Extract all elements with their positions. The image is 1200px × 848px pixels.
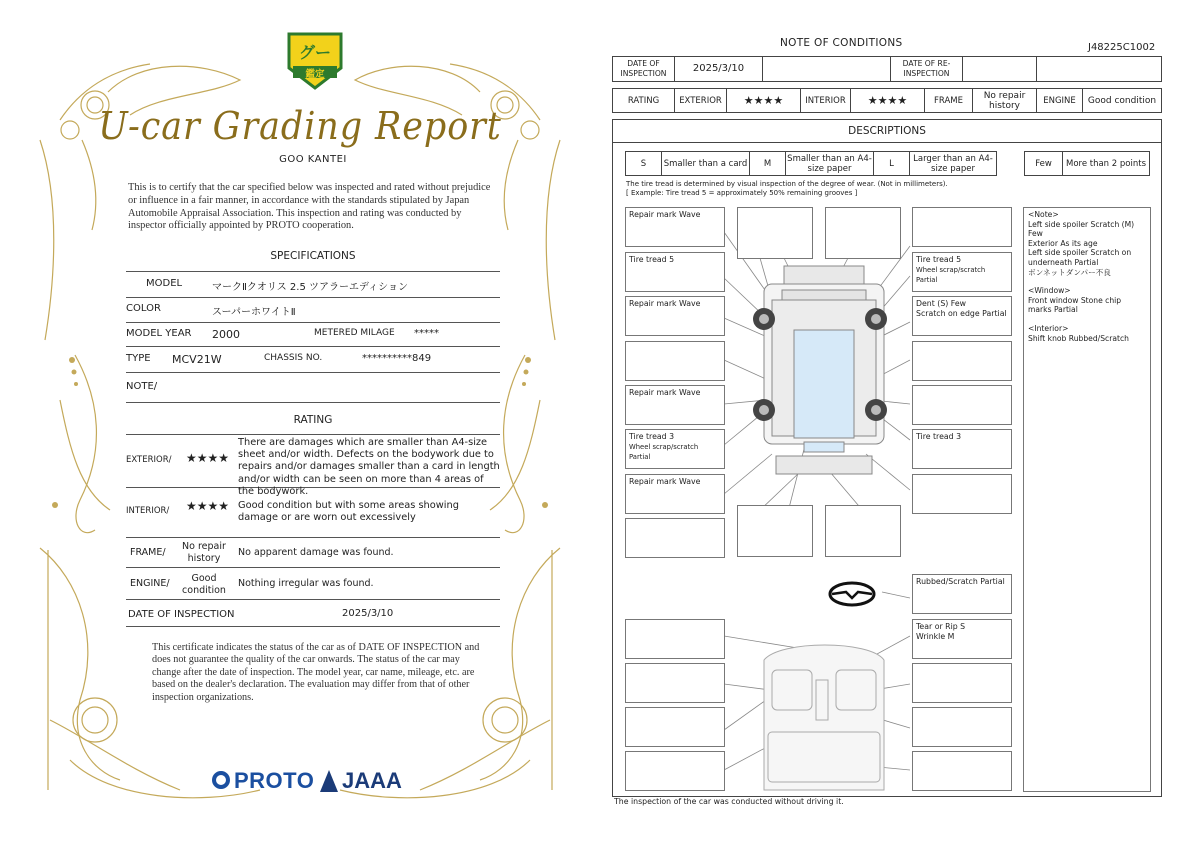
closing-text: This certificate indicates the status of the car as of DATE OF INSPECTION and does not guarantee the quality of the car onwards. The status of the car may change after the date of inspection. The model year, car name, mileage, etc. are based on the dealer's declaration. The evaluation may differ from that of other inspection organizations. [152,642,480,703]
condition-box-b2 [825,505,901,557]
date-inspection-value: 2025/3/10 [675,57,763,82]
notes-panel [1023,207,1151,792]
condition-box-r6: Tire tread 3 [912,429,1012,469]
tread-note-line-1: The tire tread is determined by visual inspection of the degree of wear. (Not in millimeters). [626,180,948,188]
note-line-4: ボンネットダンパー不良 [1028,267,1111,277]
exterior-stars: ★★★★ [186,451,230,465]
color-value: スーパーホワイトⅡ [212,307,296,318]
model-value: マークⅡクオリス 2.5 ツアラーエディション [212,282,408,293]
engine-label: ENGINE/ [130,578,170,589]
interior-box-l1 [625,619,725,659]
interior-box-l2 [625,663,725,703]
exterior-label: EXTERIOR/ [126,455,172,465]
badge-bottom-text: 鑑定 [305,69,325,80]
color-label: COLOR [126,303,161,314]
legend-l: L [874,152,910,176]
interior-label-cell: INTERIOR [801,89,851,113]
condition-box-l1: Repair mark Wave [625,207,725,247]
interior-box-r2 [912,663,1012,703]
mileage-value: ***** [414,328,439,339]
interior-label: INTERIOR/ [126,506,170,516]
model-label: MODEL [146,278,183,289]
interior-box-l4 [625,751,725,791]
spec-row-model [126,271,500,298]
exterior-stars-cell: ★★★★ [727,89,801,113]
interior-box-r3 [912,707,1012,747]
note-line-1: Left side spoiler Scratch (M) Few [1028,219,1135,239]
exterior-description: There are damages which are smaller than A4-size sheet and/or width. Defects on the bodywork due to repairs and/or damages smaller than a card in length and/or width can be seen on more than 4 areas of the bodywork. [238,437,500,497]
condition-box-b1 [737,505,813,557]
car-top-view [764,266,884,474]
mileage-label: METERED MILAGE [314,328,395,338]
legend-l-desc: Larger than an A4-size paper [910,152,997,176]
doi-label: DATE OF INSPECTION [128,609,235,620]
r3-line-b: Scratch on edge Partial [916,309,1007,318]
spec-row-year [126,323,500,347]
frame-label-cell: FRAME [925,89,973,113]
specifications-heading: SPECIFICATIONS [270,250,356,262]
badge-top-text: グー [298,43,331,62]
note-of-conditions [600,0,1200,848]
seat-line-b: Wrinkle M [916,632,955,641]
rating-row-date [126,600,500,627]
condition-box-l6 [625,429,725,469]
doi-value: 2025/3/10 [342,608,394,619]
frame-label: FRAME/ [130,547,166,558]
type-value: MCV21W [172,353,222,366]
window-heading: <Window> [1028,286,1071,296]
legend-m-desc: Smaller than an A4-size paper [787,153,872,174]
interior-box-r4 [912,751,1012,791]
rating-heading: RATING [293,414,333,426]
condition-box-l5: Repair mark Wave [625,385,725,425]
engine-value: Good condition [182,573,226,596]
condition-box-t2 [825,207,901,259]
condition-box-r7 [912,474,1012,514]
certify-text: This is to certify that the car specified below was inspected and rated without prejudice or influence in a fair manner, in accordance with the standards stipulated by Japan Automobile Appraisal Association. This inspection and rating was conducted by inspector officially appointed by PROTO cooperation. [128,182,491,232]
conditions-title: NOTE OF CONDITIONS [780,37,903,49]
legend-s-desc: Smaller than a card [662,152,750,176]
rating-label: RATING [613,89,675,113]
engine-label-cell: ENGINE [1037,89,1083,113]
l6-title: Tire tread 3 [629,432,675,441]
descriptions-heading: DESCRIPTIONS [612,119,1162,143]
note-heading: <Note> [1028,210,1059,219]
condition-box-steering: Rubbed/Scratch Partial [912,574,1012,614]
interior-stars-cell: ★★★★ [851,89,925,113]
jaaa-logo-text: JAAA [342,768,402,793]
footer-note: The inspection of the car was conducted without driving it. [614,797,844,806]
interior-description: Good condition but with some areas showing damage or are worn out excessively [238,500,459,524]
engine-description: Nothing irregular was found. [238,578,374,589]
seat-line-a: Tear or Rip S [916,622,966,631]
condition-box-r3 [912,296,1012,336]
goo-kantei-badge [285,30,345,92]
interior-box-r1 [912,619,1012,659]
engine-value-cell: Good condition [1083,89,1162,113]
legend-m: M [750,152,786,176]
l6-sub: Wheel scrap/scratch Partial [629,443,699,461]
proto-logo-text: PROTO [234,768,315,793]
condition-box-l7: Repair mark Wave [625,474,725,514]
condition-box-l2: Tire tread 5 [625,252,725,292]
condition-box-r1 [912,207,1012,247]
legend-few: Few [1025,152,1063,176]
year-label: MODEL YEAR [126,328,192,339]
tread-note-line-2: [ Example: Tire tread 5 = approximately 50% remaining grooves ] [626,189,858,197]
type-label: TYPE [126,353,151,364]
spec-row-type [126,347,500,373]
note-line-3: Left side spoiler Scratch on underneath Partial [1028,248,1132,267]
chassis-value: **********849 [362,353,432,364]
proto-logo-icon [212,771,230,789]
condition-box-r5 [912,385,1012,425]
legend-s: S [626,152,662,176]
condition-box-r2 [912,252,1012,292]
car-interior-view [764,645,884,790]
window-line-1: Front window Stone chip marks Partial [1028,295,1122,315]
r3-line-a: Dent (S) Few [916,299,967,308]
exterior-label-cell: EXTERIOR [675,89,727,113]
note-line-2: Exterior As its age [1028,238,1098,248]
interior-line-1: Shift knob Rubbed/Scratch [1028,333,1129,343]
year-value: 2000 [212,328,240,341]
date-reinspection-label: DATE OF RE-INSPECTION [891,57,963,82]
report-subtitle: GOO KANTEI [279,154,347,165]
frame-value-cell: No repair history [973,89,1037,113]
condition-box-l8 [625,518,725,558]
condition-box-l3: Repair mark Wave [625,296,725,336]
spec-row-note [126,373,500,403]
interior-stars: ★★★★ [186,499,230,513]
jaaa-logo-icon [320,770,338,792]
condition-box-l4 [625,341,725,381]
frame-description: No apparent damage was found. [238,547,394,558]
report-title: U-car Grading Report [98,104,502,148]
chassis-label: CHASSIS NO. [264,353,323,363]
interior-heading: <Interior> [1028,323,1069,333]
spec-row-color [126,298,500,323]
frame-value: No repair history [182,541,226,564]
r2-sub: Wheel scrap/scratch Partial [916,266,986,284]
date-inspection-label: DATE OF INSPECTION [613,57,675,82]
note-label: NOTE/ [126,381,158,392]
r2-title: Tire tread 5 [916,255,962,264]
legend-few-desc: More than 2 points [1063,152,1150,176]
interior-box-l3 [625,707,725,747]
condition-box-r4 [912,341,1012,381]
condition-box-t1 [737,207,813,259]
reference-number: J48225C1002 [1088,42,1156,53]
